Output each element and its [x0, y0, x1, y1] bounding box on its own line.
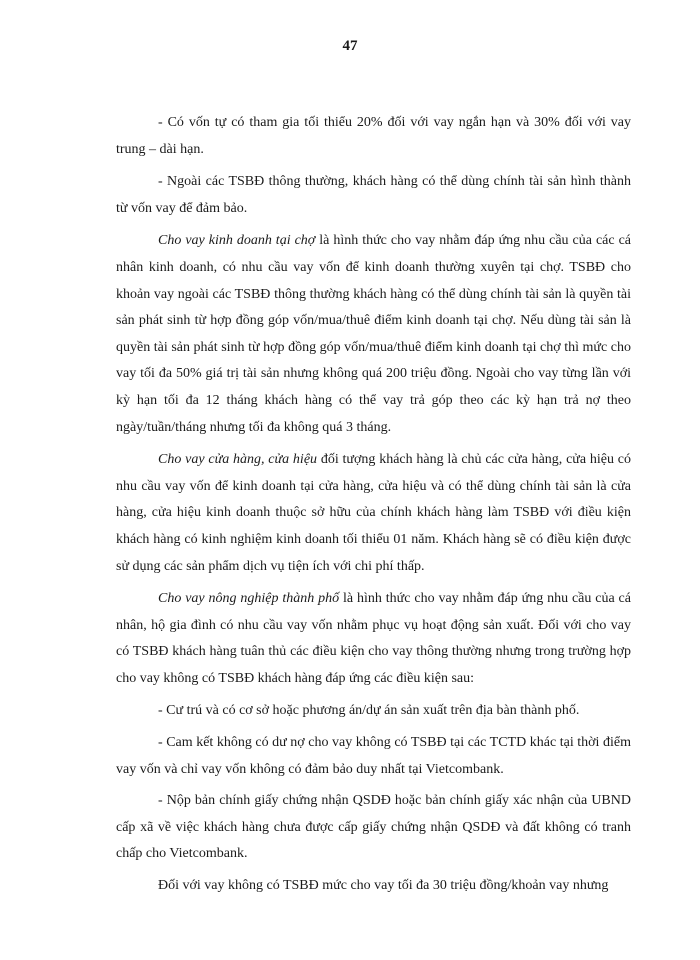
paragraph-text: - Có vốn tự có tham gia tối thiểu 20% đối với vay ngắn hạn và 30% đối với vay trung – dài hạn. [116, 115, 631, 157]
list-item-residence [116, 698, 631, 725]
list-item-commitment [116, 730, 631, 783]
paragraph-equity-requirement [116, 110, 631, 163]
paragraph-text: Đối với vay không có TSBĐ mức cho vay tối đa 30 triệu đồng/khoản vay nhưng [158, 878, 609, 894]
paragraph-text: đối tượng khách hàng là chủ các cửa hàng, cửa hiệu có nhu cầu vay vốn để kinh doanh tại cửa hàng, cửa hiệu và có thể dùng chính tài sản là cửa hàng, cửa hiệu kinh doanh thuộc sở hữu của chính khách hàng làm TSBĐ với điều kiện khách hàng có kinh nghiệm kinh doanh tối thiểu 01 năm. Khách hàng sẽ có điều kiện được sử dụng các sản phẩm dịch vụ tiện ích với chi phí thấp. [116, 452, 631, 574]
list-item-documents [116, 788, 631, 868]
paragraph-text: là hình thức cho vay nhằm đáp ứng nhu cầu của cá nhân, hộ gia đình có nhu cầu vay vốn nhằm phục vụ hoạt động sản xuất. Đối với cho vay có TSBĐ khách hàng tuân thủ các điều kiện cho vay thông thường nhưng trong trường hợp cho vay không có TSBĐ khách hàng đáp ứng các điều kiện sau: [116, 591, 631, 686]
page-number: 47 [342, 38, 358, 54]
paragraph-text: - Nộp bản chính giấy chứng nhận QSDĐ hoặc bản chính giấy xác nhận của UBND cấp xã về việc khách hàng chưa được cấp giấy chứng nhận QSDĐ và đất không có tranh chấp cho Vietcombank. [116, 793, 631, 862]
paragraph-shop-loan [116, 447, 631, 580]
paragraph-lead: Cho vay kinh doanh tại chợ [158, 233, 316, 249]
document-body [116, 110, 631, 906]
paragraph-market-loan [116, 228, 631, 441]
paragraph-lead: Cho vay cửa hàng, cửa hiệu [158, 452, 318, 468]
paragraph-unsecured-limit [116, 873, 631, 900]
paragraph-lead: Cho vay nông nghiệp thành phố [158, 591, 340, 607]
paragraph-collateral-note [116, 169, 631, 222]
paragraph-text: là hình thức cho vay nhằm đáp ứng nhu cầu của các cá nhân kinh doanh, có nhu cầu vay vốn để kinh doanh thường xuyên tại chợ. TSBĐ cho khoản vay ngoài các TSBĐ thông thường khách hàng có thể dùng chính tài sản là quyền tài sản phát sinh từ hợp đồng góp vốn/mua/thuê điểm kinh doanh tại chợ. Nếu dùng tài sản là quyền tài sản phát sinh từ hợp đồng góp vốn/mua/thuê điểm kinh doanh tại chợ thì mức cho vay tối đa 50% giá trị tài sản nhưng không quá 200 triệu đồng. Ngoài cho vay từng lần với kỳ hạn tối đa 12 tháng khách hàng có thể vay trả góp theo các kỳ hạn trả nợ theo ngày/tuần/tháng nhưng tối đa không quá 3 tháng. [116, 233, 631, 435]
paragraph-text: - Cam kết không có dư nợ cho vay không có TSBĐ tại các TCTD khác tại thời điểm vay vốn và chỉ vay vốn không có đảm bảo duy nhất tại Vietcombank. [116, 735, 631, 777]
paragraph-urban-agriculture-loan [116, 586, 631, 692]
paragraph-text: - Cư trú và có cơ sở hoặc phương án/dự án sản xuất trên địa bàn thành phố. [158, 703, 580, 719]
paragraph-text: - Ngoài các TSBĐ thông thường, khách hàng có thể dùng chính tài sản hình thành từ vốn vay để đảm bảo. [116, 174, 631, 216]
